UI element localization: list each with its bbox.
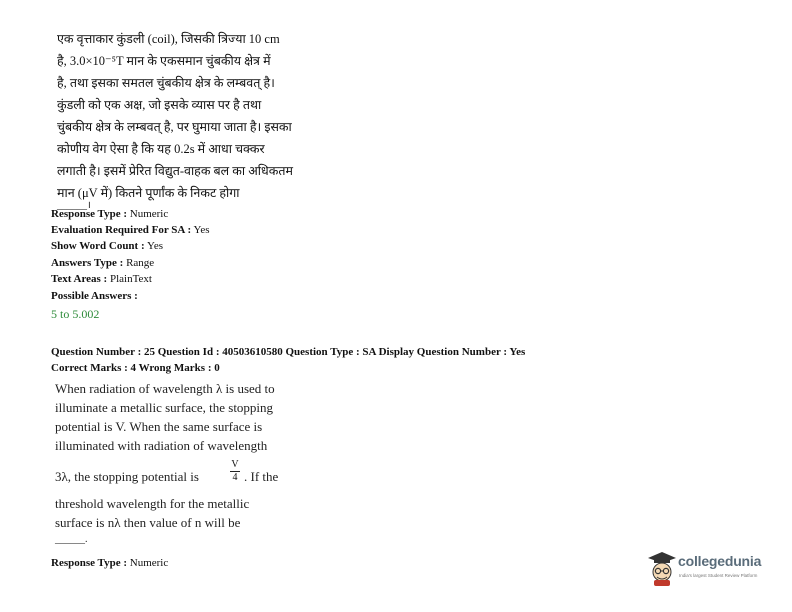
q25-response-type-row xyxy=(51,557,168,569)
logo-tagline: India's largest Student Review Platform xyxy=(679,573,758,578)
text-areas-value: PlainText xyxy=(109,273,152,285)
answers-type-row xyxy=(51,257,154,269)
response-type-value: Numeric xyxy=(129,208,169,220)
q24-line-7: लगाती है। इसमें प्रेरित विद्युत-वाहक बल का अधिकतम xyxy=(57,164,293,178)
question-25-header: Question Number : 25 Question Id : 40503610580 Question Type : SA Display Question Number : Yes xyxy=(51,346,526,358)
possible-answers-value: 5 to 5.002 xyxy=(51,307,100,321)
q25-line-5-pre: 3λ, the stopping potential is xyxy=(55,469,199,484)
q24-line-3: है, तथा इसका समतल चुंबकीय क्षेत्र के लम्बवत् है। xyxy=(57,76,275,90)
q24-answer-blank: ______। xyxy=(57,200,91,211)
fraction-v-over-4 xyxy=(230,459,240,484)
q25-line-7: surface is nλ then value of n will be xyxy=(55,515,241,530)
fraction-numerator: V xyxy=(231,459,239,470)
q24-line-5: चुंबकीय क्षेत्र के लम्बवत् है, पर घुमाया जाता है। इसका xyxy=(57,120,292,134)
q25-line-6: threshold wavelength for the metallic xyxy=(55,496,250,511)
text-areas-label: Text Areas : xyxy=(51,273,108,285)
q24-line-1: एक वृत्ताकार कुंडली (coil), जिसकी त्रिज्या 10 cm xyxy=(57,32,280,46)
q24-line-8: मान (μV में) कितने पूर्णांक के निकट होगा xyxy=(57,186,240,200)
evaluation-row xyxy=(51,224,210,236)
q25-line-5-post: . If the xyxy=(244,469,279,484)
q24-line-4: कुंडली को एक अक्ष, जो इसके व्यास पर है तथा xyxy=(57,98,262,112)
text-areas-row xyxy=(51,273,152,285)
possible-answers-row xyxy=(51,290,138,302)
q25-line-4: illuminated with radiation of wavelength xyxy=(55,438,268,453)
logo-wordmark: collegedunia xyxy=(678,553,762,569)
word-count-value: Yes xyxy=(146,240,163,252)
answers-type-value: Range xyxy=(126,257,155,269)
word-count-label: Show Word Count : xyxy=(51,240,145,252)
q25-line-3: potential is V. When the same surface is xyxy=(55,419,263,434)
answers-type-label: Answers Type : xyxy=(51,257,124,269)
response-type-label: Response Type : xyxy=(51,208,127,220)
evaluation-value: Yes xyxy=(193,224,210,236)
evaluation-label: Evaluation Required For SA : xyxy=(51,224,192,236)
q25-answer-blank: ______. xyxy=(55,534,88,545)
q24-line-6: कोणीय वेग ऐसा है कि यह 0.2s में आधा चक्कर xyxy=(57,142,265,156)
possible-answers-label: Possible Answers : xyxy=(51,290,138,302)
q25-response-type-value: Numeric xyxy=(129,557,169,569)
word-count-row xyxy=(51,240,163,252)
fraction-denominator: 4 xyxy=(232,472,238,483)
q25-line-2: illuminate a metallic surface, the stopping xyxy=(55,400,274,415)
q25-line-1: When radiation of wavelength λ is used to xyxy=(55,381,275,396)
q24-line-2: है, 3.0×10⁻⁵T मान के एकसमान चुंबकीय क्षेत्र में xyxy=(57,54,271,68)
response-type-row xyxy=(51,208,168,220)
q25-response-type-label: Response Type : xyxy=(51,557,127,569)
question-25-marks: Correct Marks : 4 Wrong Marks : 0 xyxy=(51,362,220,374)
